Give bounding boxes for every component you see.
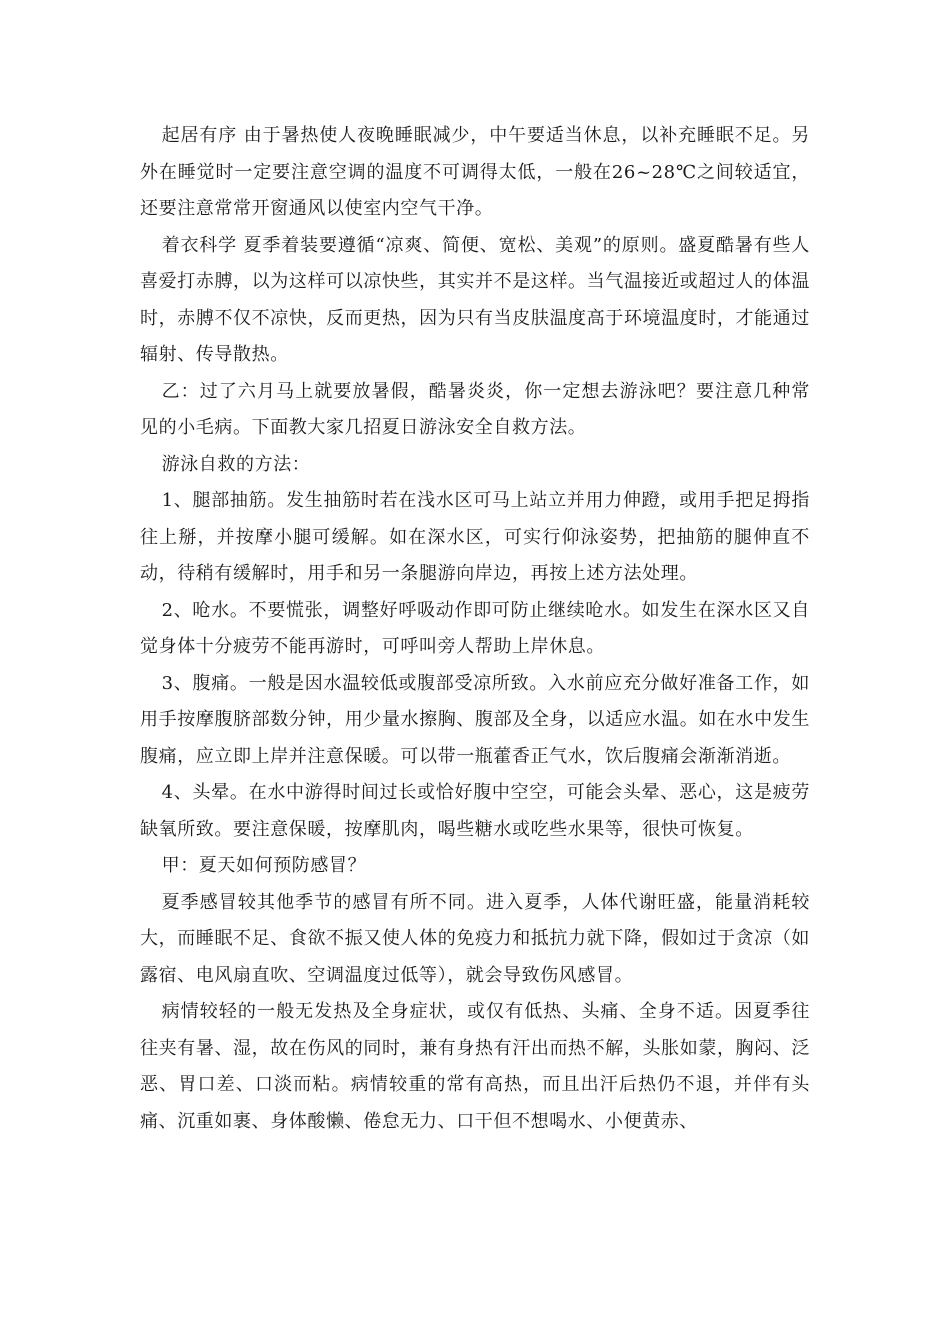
paragraph-sleep-routine: 起居有序 由于暑热使人夜晚睡眠减少，中午要适当休息，以补充睡眠不足。另外在睡觉时一定要注意空调的温度不可调得太低，一般在26~28℃之间较适宜，还要注意常常开窗通风以使室内空气干净。 [140, 125, 810, 219]
paragraph-swimming-intro: 乙：过了六月马上就要放暑假，酷暑炎炎，你一定想去游泳吧？要注意几种常见的小毛病。下面教大家几招夏日游泳安全自救方法。 [140, 380, 810, 438]
paragraph-clothing: 着衣科学 夏季着装要遵循“凉爽、简便、宽松、美观”的原则。盛夏酷暑有些人喜爱打赤膊，以为这样可以凉快些，其实并不是这样。当气温接近或超过人的体温时，赤膊不仅不凉快，反而更热，因为只有当皮肤温度高于环境温度时，才能通过辐射、传导散热。 [140, 234, 810, 365]
paragraph-symptoms: 病情较轻的一般无发热及全身症状，或仅有低热、头痛、全身不适。因夏季往往夹有暑、湿，故在伤风的同时，兼有身热有汗出而热不解，头胀如蒙，胸闷、泛恶、胃口差、口淡而粘。病情较重的常有高热，而且出汗后热仍不退，并伴有头痛、沉重如裹、身体酸懒、倦怠无力、口干但不想喝水、小便黄赤、 [140, 1001, 810, 1132]
paragraph-dizziness: 4、头晕。在水中游得时间过长或恰好腹中空空，可能会头晕、恶心，这是疲劳缺氧所致。要注意保暖，按摩肌肉，喝些糖水或吃些水果等，很快可恢复。 [140, 782, 810, 840]
paragraph-choking: 2、呛水。不要慌张，调整好呼吸动作即可防止继续呛水。如发生在深水区又自觉身体十分疲劳不能再游时，可呼叫旁人帮助上岸休息。 [140, 599, 810, 657]
paragraph-cold-question: 甲：夏天如何预防感冒？ [161, 855, 367, 876]
document-body [140, 118, 810, 1140]
paragraph-leg-cramp: 1、腿部抽筋。发生抽筋时若在浅水区可马上站立并用力伸蹬，或用手把足拇指往上掰，并按摩小腿可缓解。如在深水区，可实行仰泳姿势，把抽筋的腿伸直不动，待稍有缓解时，用手和另一条腿游向岸边，再按上述方法处理。 [140, 490, 810, 584]
paragraph-summer-cold: 夏季感冒较其他季节的感冒有所不同。进入夏季，人体代谢旺盛，能量消耗较大，而睡眠不足、食欲不振又使人体的免疫力和抵抗力就下降，假如过于贪凉（如露宿、电风扇直吹、空调温度过低等），就会导致伤风感冒。 [140, 891, 810, 986]
paragraph-self-rescue-heading: 游泳自救的方法： [161, 453, 311, 475]
paragraph-abdominal-pain: 3、腹痛。一般是因水温较低或腹部受凉所致。入水前应充分做好准备工作，如用手按摩腹脐部数分钟，用少量水擦胸、腹部及全身，以适应水温。如在水中发生腹痛，应立即上岸并注意保暖。可以带一瓶藿香正气水，饮后腹痛会渐渐消逝。 [140, 672, 810, 767]
